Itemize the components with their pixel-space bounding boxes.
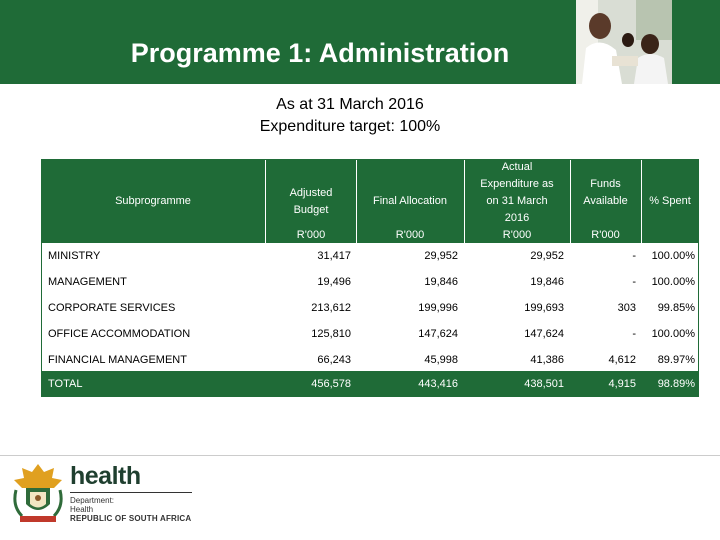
adjusted-budget-value: 66,243: [317, 354, 351, 366]
department-line: Department:: [70, 496, 115, 505]
row-name: MANAGEMENT: [48, 276, 127, 288]
expenditure-target: Expenditure target: 100%: [259, 118, 441, 135]
row-name: MINISTRY: [48, 250, 101, 262]
adjusted-budget-value: 125,810: [311, 328, 351, 340]
unit-label: R'000: [502, 229, 532, 241]
header-funds-line: Funds: [590, 178, 621, 190]
total-adjusted-budget: 456,578: [311, 378, 351, 390]
adjusted-budget-value: 19,496: [317, 276, 351, 288]
final-allocation-value: 147,624: [418, 328, 458, 340]
percent-spent-value: 89.97%: [657, 354, 695, 366]
funds-available-value: -: [632, 250, 636, 262]
total-funds-available: 4,915: [608, 378, 636, 390]
report-date: As at 31 March 2016: [276, 96, 424, 113]
actual-expenditure-value: 29,952: [530, 250, 564, 262]
adjusted-budget-value: 31,417: [317, 250, 351, 262]
actual-expenditure-value: 19,846: [530, 276, 564, 288]
logo-rule: [70, 492, 192, 493]
footer-divider: [0, 455, 720, 456]
final-allocation-value: 19,846: [424, 276, 458, 288]
actual-expenditure-value: 147,624: [524, 328, 564, 340]
funds-available-value: -: [632, 276, 636, 288]
header-year-line: 2016: [504, 212, 530, 224]
actual-expenditure-value: 41,386: [530, 354, 564, 366]
header-percent-spent: % Spent: [649, 195, 691, 207]
percent-spent-value: 100.00%: [651, 276, 695, 288]
funds-available-value: 303: [617, 302, 636, 314]
final-allocation-value: 45,998: [424, 354, 458, 366]
header-subprogramme: Subprogramme: [115, 195, 191, 207]
adjusted-budget-value: 213,612: [311, 302, 351, 314]
percent-spent-value: 99.85%: [657, 302, 695, 314]
department-name: Health: [70, 505, 94, 514]
header-final-allocation: Final Allocation: [373, 195, 447, 207]
percent-spent-value: 100.00%: [651, 328, 695, 340]
actual-expenditure-value: 199,693: [524, 302, 564, 314]
header-available-line: Available: [583, 195, 628, 207]
coat-of-arms-icon: [10, 460, 66, 526]
health-logo-word: health: [70, 462, 141, 490]
header-budget-line: Budget: [293, 204, 329, 216]
expenditure-table: [41, 159, 699, 397]
percent-spent-value: 100.00%: [651, 250, 695, 262]
page-title: Programme 1: Administration: [130, 38, 510, 68]
header-photo: [576, 0, 672, 84]
header-actual-line: Actual: [501, 161, 533, 173]
unit-label: R'000: [296, 229, 326, 241]
row-name: CORPORATE SERVICES: [48, 302, 176, 314]
total-final-allocation: 443,416: [418, 378, 458, 390]
table-frame: [41, 159, 699, 397]
total-percent-spent: 98.89%: [657, 378, 695, 390]
funds-available-value: -: [632, 328, 636, 340]
total-actual-expenditure: 438,501: [524, 378, 564, 390]
department-label: [70, 496, 114, 514]
header-march-line: on 31 March: [486, 195, 548, 207]
unit-label: R'000: [395, 229, 425, 241]
final-allocation-value: 29,952: [424, 250, 458, 262]
final-allocation-value: 199,996: [418, 302, 458, 314]
country-label: REPUBLIC OF SOUTH AFRICA: [70, 514, 192, 523]
header-expenditure-line: Expenditure as: [480, 178, 554, 190]
row-name: FINANCIAL MANAGEMENT: [48, 354, 187, 366]
funds-available-value: 4,612: [608, 354, 636, 366]
unit-label: R'000: [591, 229, 620, 241]
row-name: OFFICE ACCOMMODATION: [48, 328, 191, 340]
header-adjusted-line: Adjusted: [289, 187, 333, 199]
total-label: TOTAL: [48, 378, 83, 390]
